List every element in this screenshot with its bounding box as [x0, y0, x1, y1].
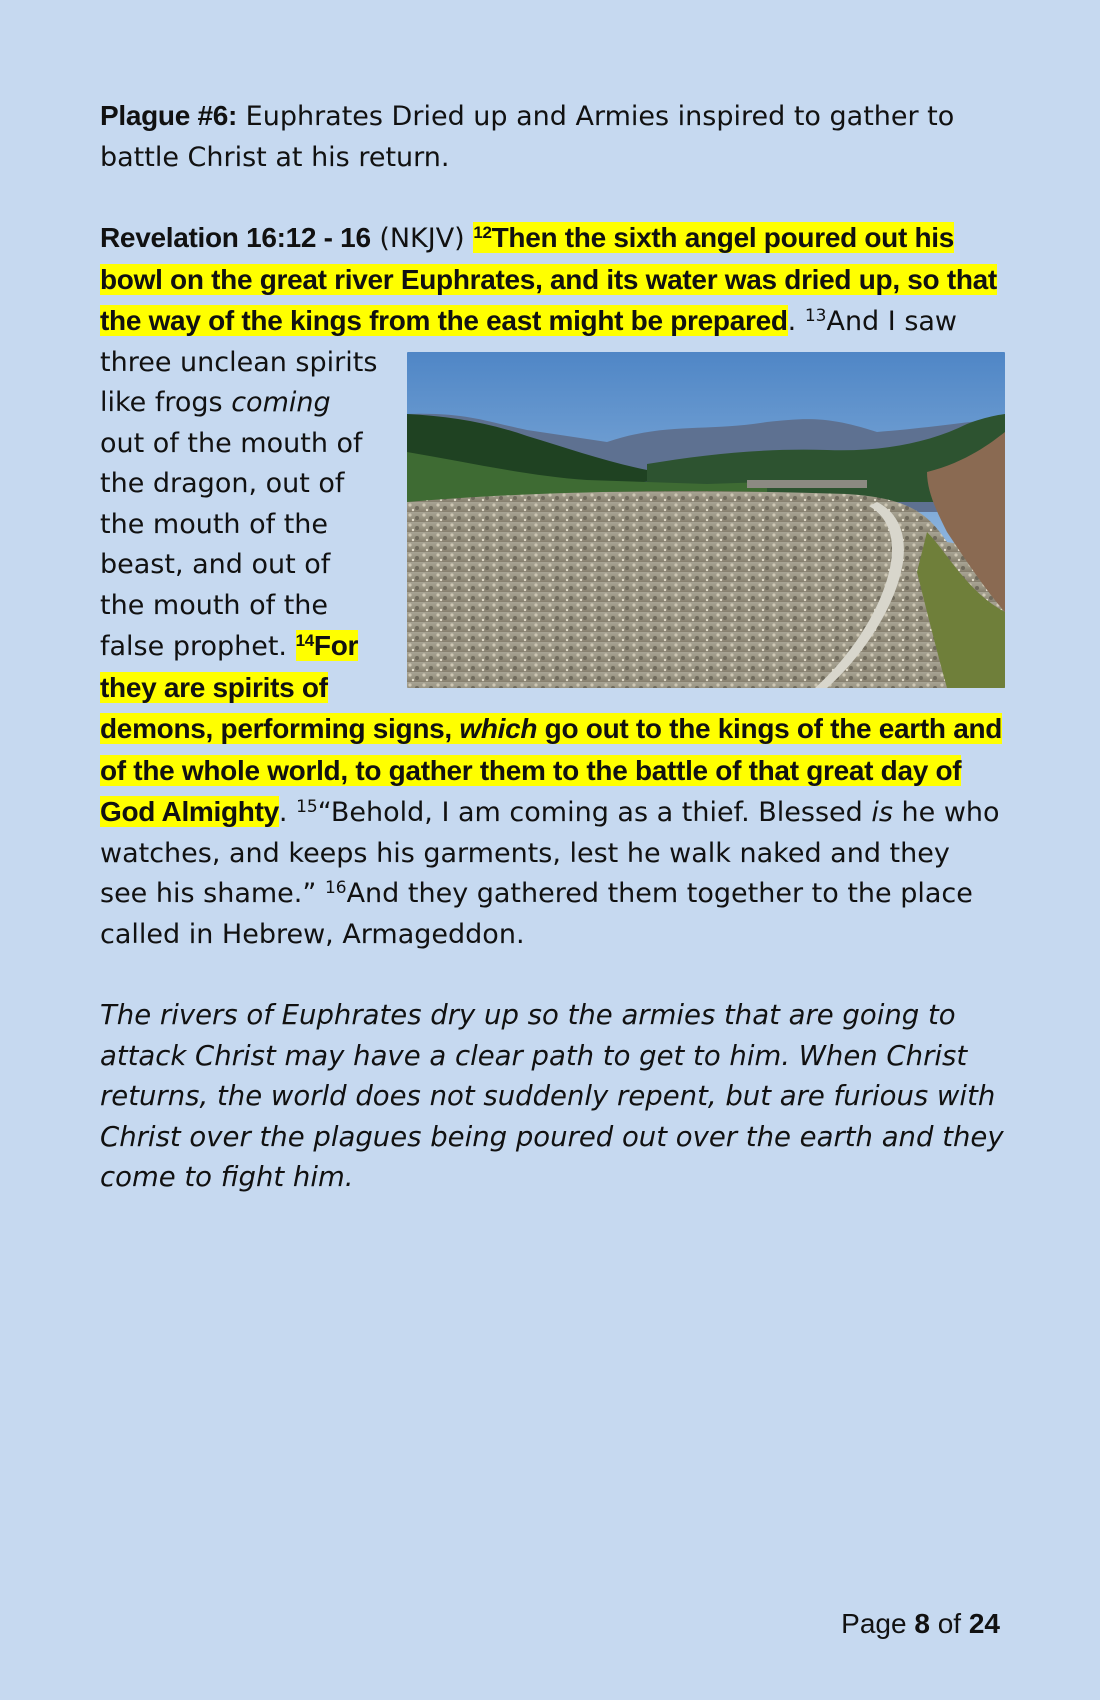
distant-bridge	[747, 480, 867, 488]
verse-15-text-b: he who watches, and keeps his garments, lest he walk naked and they see his shame.”	[100, 797, 1000, 909]
verse-16-text: And they gathered them together to the place called in Hebrew, Armageddon.	[100, 878, 973, 950]
page-middle: of	[929, 1608, 969, 1639]
page-current: 8	[914, 1608, 930, 1639]
page-prefix: Page	[841, 1608, 915, 1639]
dry-riverbed-photo	[407, 352, 1005, 688]
verse-12-number: 12	[473, 223, 492, 242]
verse-14-text-a: For they are spirits of demons, performing signs,	[100, 630, 460, 744]
scripture-passage	[100, 218, 1005, 955]
dry-riverbed	[407, 491, 1005, 688]
verse-14-text-b: go out to the kings of the earth and of the whole world, to gather them to the battle of that great day of God Almighty	[100, 713, 1003, 827]
verse-14-end: .	[278, 797, 297, 828]
verse-13-text-b: out of the mouth of the dragon, out of the mouth of the beast, and out of the mouth of the false prophet.	[100, 427, 363, 662]
verse-16-number: 16	[324, 878, 347, 898]
scripture-reference: Revelation 16:12 - 16	[100, 222, 371, 253]
verse-12-end: .	[787, 306, 805, 337]
plague-label: Plague #6:	[100, 100, 238, 131]
reflection-commentary: The rivers of Euphrates dry up so the armies that are going to attack Christ may have a clear path to get to him. When Christ returns, the world does not suddenly repent, but are furious with Christ over the plagues being poured out over the earth and they come to fight him.	[100, 999, 1004, 1193]
scripture-version: (NKJV)	[370, 223, 474, 254]
verse-12-text: Then the sixth angel poured out his bowl on the great river Euphrates, and its water was dried up, so that the way of the kings from the east might be prepared	[100, 222, 997, 336]
verse-14-italic: which	[459, 713, 538, 744]
verse-15-italic: is	[871, 797, 893, 828]
paragraph-gap	[100, 178, 1005, 218]
plague-heading	[100, 96, 1005, 178]
plague-description: Euphrates Dried up and Armies inspired to gather to battle Christ at his return.	[100, 101, 955, 173]
page-content	[100, 96, 1005, 1198]
verse-15-number: 15	[296, 797, 318, 817]
verse-14-number: 14	[295, 631, 314, 650]
page-total: 24	[968, 1608, 1000, 1639]
page-number	[841, 1608, 1000, 1640]
verse-13-italic: coming	[231, 387, 331, 418]
verse-13-text-a: And I saw three unclean spirits like frogs	[100, 306, 958, 418]
verse-13-number: 13	[804, 306, 827, 326]
paragraph-gap	[100, 955, 1005, 995]
verse-15-text-a: “Behold, I am coming as a thief. Blessed	[317, 797, 872, 828]
